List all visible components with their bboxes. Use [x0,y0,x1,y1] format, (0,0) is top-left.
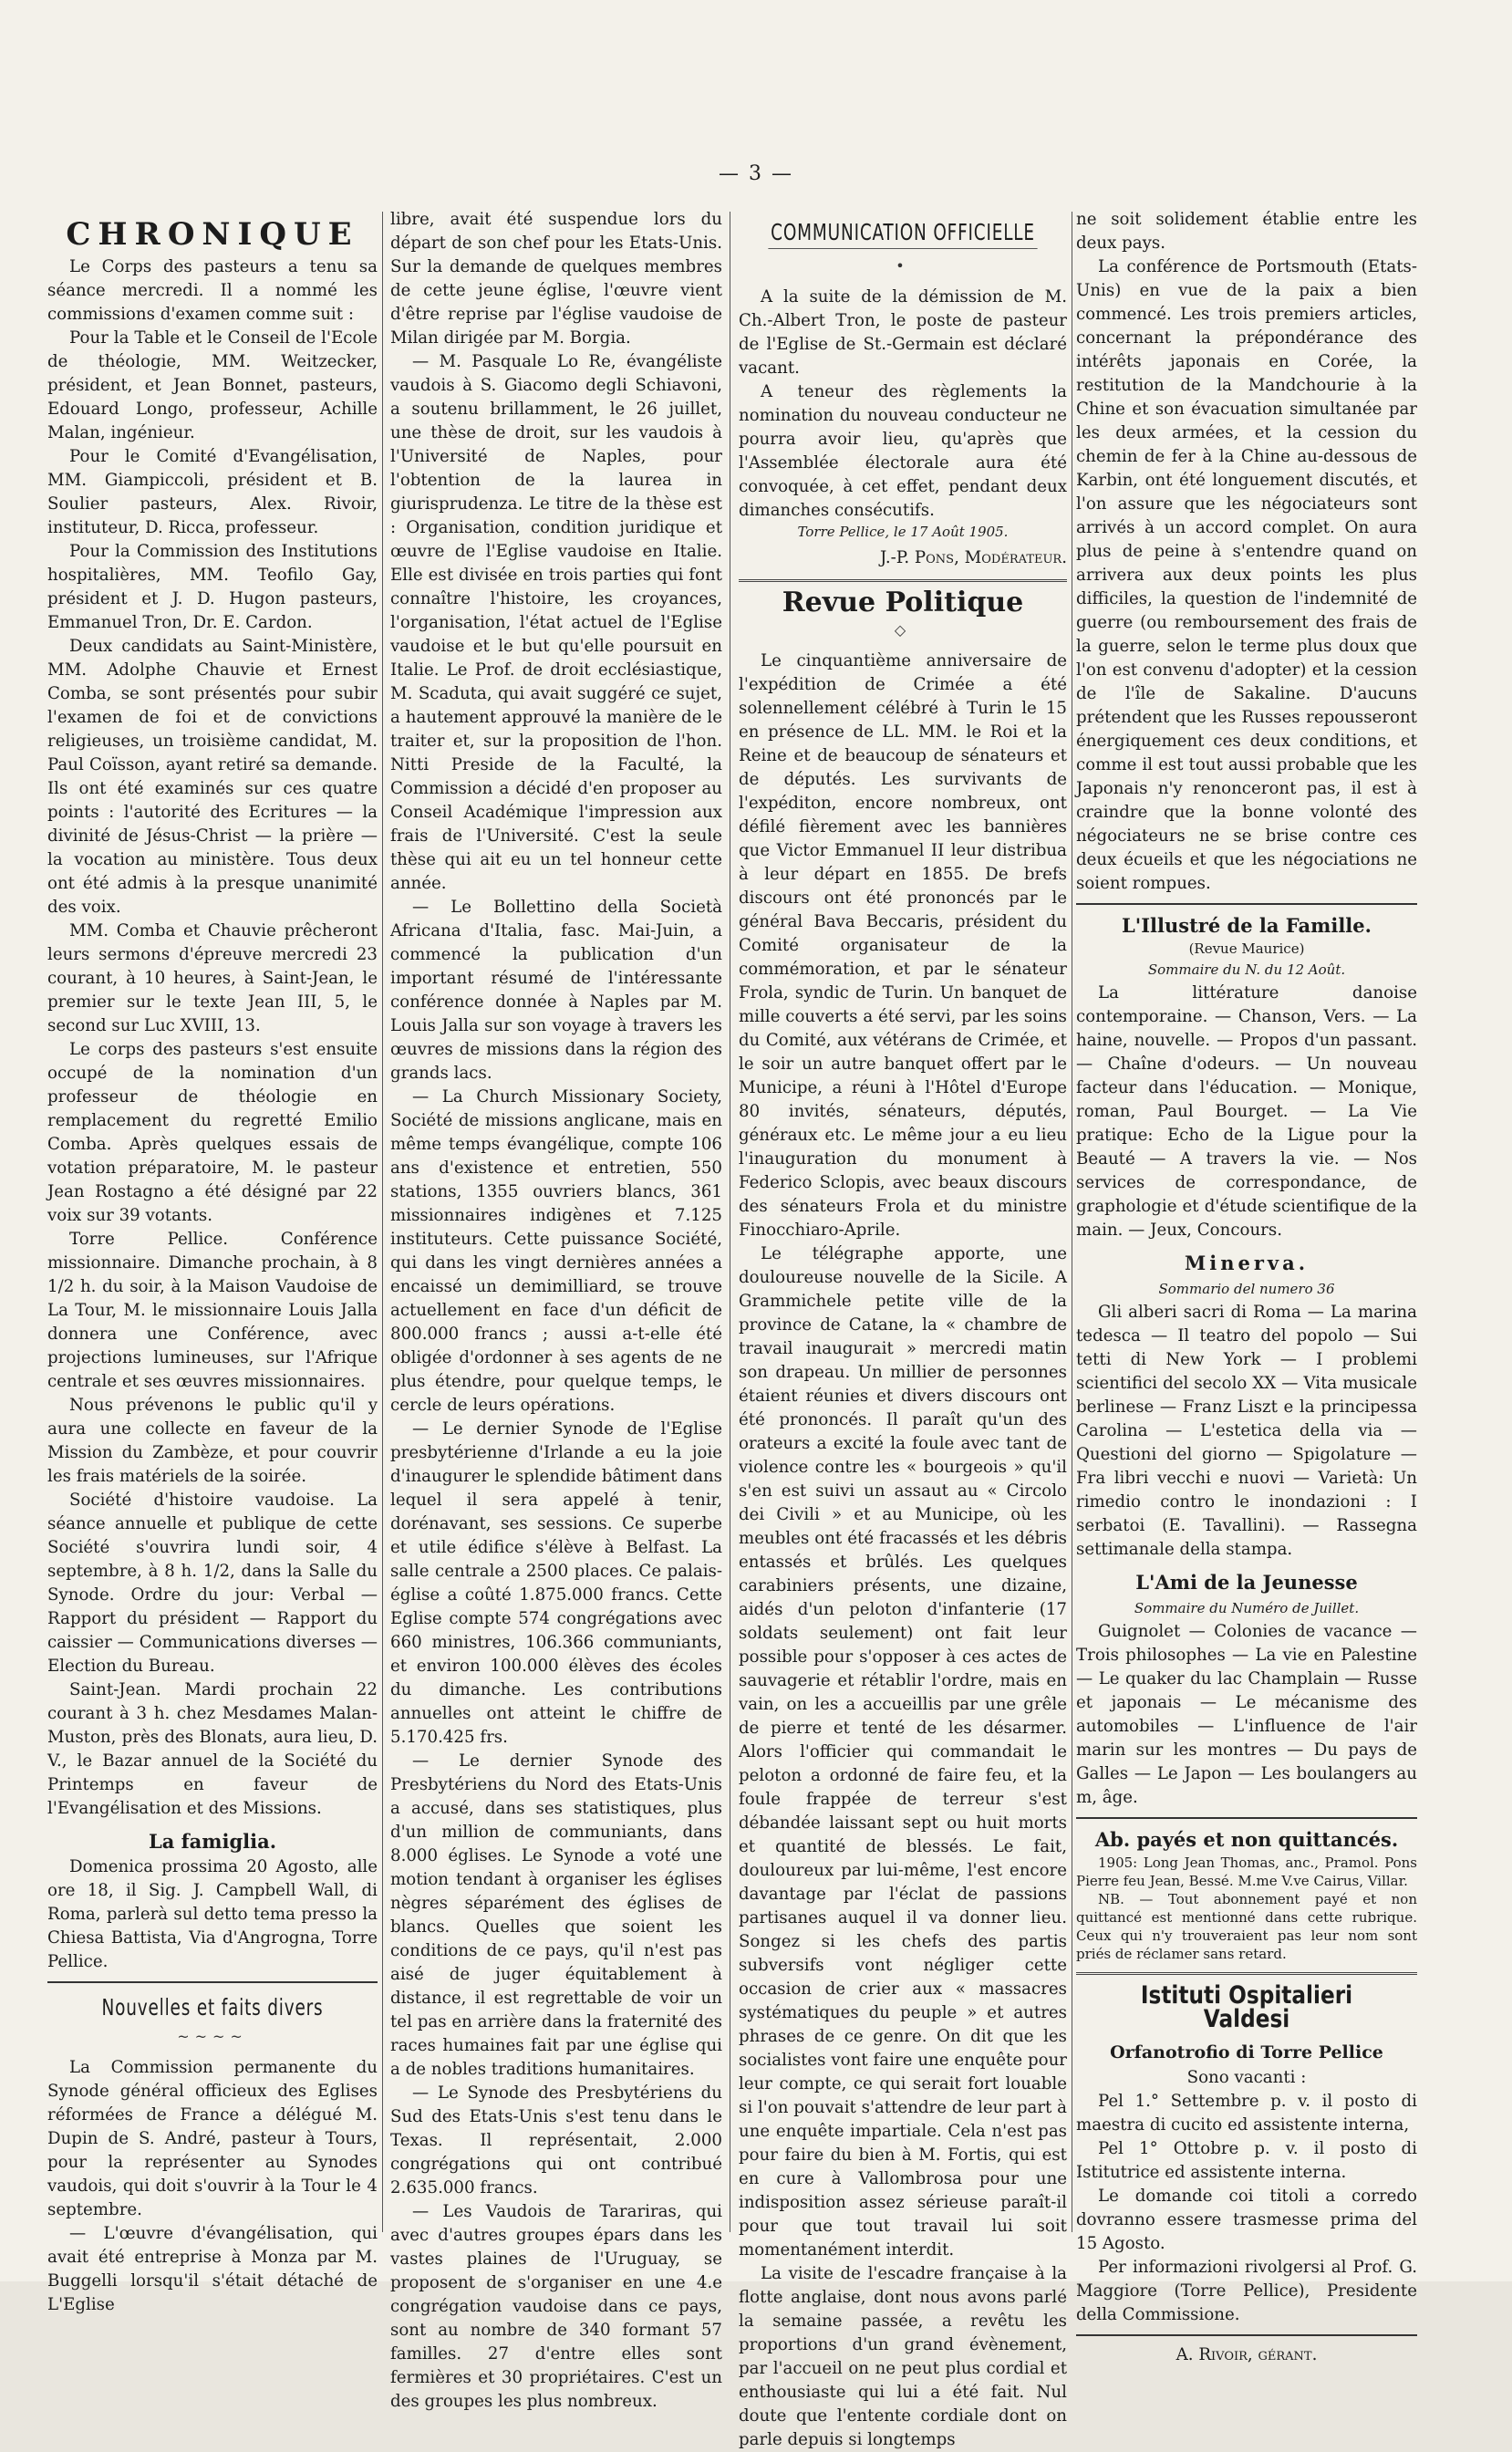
article-paragraph: — L'œuvre d'évangélisation, qui avait été entreprise à Monza par M. Buggelli lorsqu'il s'était détaché de L'Eglise [47,2224,378,2314]
section-divider [1076,1972,1417,1975]
section-divider [1076,2334,1417,2336]
article-paragraph: — Le Synode des Presbytériens du Sud des Etats-Unis s'est tenu dans le Texas. Il représentait, 2.000 congrégations qui ont contribué 2.635.000 francs. [390,2083,722,2197]
article-paragraph: Domenica prossima 20 Agosto, alle ore 18, il Sig. J. Campbell Wall, di Roma, parlerà sul detto tema presso la Chiesa Battista, Via d'Angrogna, Torre Pellice. [47,1857,378,1971]
orfanotrofio-heading: Orfanotrofio di Torre Pellice [1110,2042,1383,2062]
illustre-subtitle: (Revue Maurice) [1188,940,1305,957]
article-paragraph: — Les Vaudois de Tarariras, qui avec d'autres groupes épars dans les vastes plaines de l'Uruguay, se proposent de s'organiser en une 4.e congrégation vaudoise dans ce pays, sont au nombre de 340 formant 57 familles. 27 d'entre elles sont fermières et 30 propriétaires. C'est un des groupes les plus nombreux. [390,2202,722,2411]
page-number: — 3 — [719,162,793,185]
nouvelles-heading: Nouvelles et faits divers [101,1994,324,2021]
article-paragraph: — Le dernier Synode des Presbytériens du Nord des Etats-Unis a accusé, dans ses statistiques, plus d'un million de communiants, dans 8.000 églises. Le Synode a voté une motion tendant à organiser les églises nègres séparément des églises de blancs. Quelles que soient les conditions de ce pays, qu'il n'est pas aisé de juger équitablement à distance, il est regrettable de voir un tel pas en arrière dans la fraternité des races humaines fait par une église qui a de nobles traditions humanitaires. [390,1751,722,2079]
article-paragraph: A teneur des règlements la nomination du nouveau conducteur ne pourra avoir lieu, qu'après que l'Assemblée électorale aura été convoquée, à cet effet, pendant deux dimanches consécutifs. [739,382,1067,520]
gerant-signature: A. Rivoir, gérant. [1175,2345,1318,2364]
abonnements-heading: Ab. payés et non quittancés. [1094,1828,1399,1851]
article-paragraph: Pour la Commission des Institutions hospitalières, MM. Teofilo Gay, président et J. D. Hugon pasteurs, Emmanuel Tron, Dr. E. Cardon. [47,542,378,632]
article-paragraph: ne soit solidement établie entre les deux pays. [1076,210,1417,253]
article-paragraph: — Le dernier Synode de l'Eglise presbytérienne d'Irlande a eu la joie d'inaugurer le splendide bâtiment dans lequel il sera appelé à tenir, dorénavant, ses sessions. Ce superbe et utile édifice s'élève à Belfast. La salle centrale a 2500 places. Ce palais-église a coûté 1.875.000 francs. Cette Eglise compte 574 congrégations avec 660 ministres, 106.366 communiants, et environ 100.000 élèves des écoles du dimanche. Les contributions annuelles ont atteint le chiffre de 5.170.425 frs. [390,1419,722,1747]
communication-heading: COMMUNICATION OFFICIELLE [768,221,1037,249]
revue-heading: Revue Politique [782,587,1024,618]
article-paragraph: libre, avait été suspendue lors du départ de son chef pour les Etats-Unis. Sur la demande de quelques membres de cette jeune église, l'œuvre vient d'être reprise par l'église vaudoise de Milan dirigée par M. Borgia. [390,210,722,348]
ami-heading: L'Ami de la Jeunesse [1135,1571,1358,1594]
summary-text: Guignolet — Colonies de vacance — Trois philosophes — La vie en Palestine — Le quaker du lac Champlain — Russe et japonais — Le mécanisme des automobiles — L'influence de l'air marin sur les montres — Du pays de Galles — Le Japon — Les boulangers au m, âge. [1076,1622,1417,1807]
article-paragraph: — Le Bollettino della Società Africana d'Italia, fasc. Mai-Juin, a commencé la publication d'un important résumé de l'intéressante conférence donnée à Naples par M. Louis Jalla sur son voyage à travers les œuvres de missions dans la région des grands lacs. [390,898,722,1083]
article-paragraph: La Commission permanente du Synode général officieux des Eglises réformées de France a délégué M. Dupin de S. André, pasteur à Tours, pour la représenter au Synodes vaudois, qui doit s'ouvrir à la Tour le 4 septembre. [47,2058,378,2219]
article-paragraph: La conférence de Portsmouth (Etats-Unis) en vue de la paix a bien commencé. Les trois premiers articles, concernant la prépondérance des intérêts japonais en Corée, la restitution de la Mandchourie à la Chine et son évacuation simultanée par les deux armées, et la cession du chemin de fer à la Chine au-dessous de Karbin, ont été longuement discutés, et l'on assure que les négociateurs sont arrivés à un accord complet. On aura plus de peine à s'entendre quand on arrivera aux deux points les plus difficiles, la question de l'indemnité de guerre (ou remboursement des frais de la guerre, selon le terme plus doux que l'on est convenu d'adopter) et la cession de l'île de Sakaline. D'aucuns prétendent que les Russes repousseront énergiquement ces deux conditions, et comme il est tout aussi probable que les Japonais n'y renonceront pas, il est à craindre que la bonne volonté des négociateurs ne se brise contre ces deux écueils et que les négociations ne soient rompues. [1076,257,1417,893]
article-paragraph: A la suite de la démission de M. Ch.-Albert Tron, le poste de pasteur de l'Eglise de St.-Germain est déclaré vacant. [739,287,1067,378]
abonnements-list: 1905: Long Jean Thomas, anc., Pramol. Pons Pierre feu Jean, Bessé. M.me V.ve Cairus, Villar. [1076,1855,1417,1889]
article-paragraph: Le corps des pasteurs s'est ensuite occupé de la nomination d'un professeur de théologie en remplacement du regretté Emilio Comba. Après quelques essais de votation préparatoire, M. le pasteur Jean Rostagno a été désigné par 22 voix sur 39 votants. [47,1040,378,1225]
article-paragraph: Le télégraphe apporte, une douloureuse nouvelle de la Sicile. A Grammichele petite ville de la province de Catane, la « chambre de travail inaugurait » mercredi matin son drapeau. Un millier de personnes étaient réunies et divers discours ont été prononcés. Il paraît qu'un des orateurs a excité la foule avec tant de violence contre les « bourgeois » qu'il s'en est suivi un assaut au « Circolo dei Civili » et au Municipe, où les meubles ont été fracassés et les débris entassés et brûlés. Les quelques carabiniers présents, une dizaine, aidés d'un peloton d'infanterie (17 soldats seulement) ont fait leur possible pour s'opposer à ces actes de sauvagerie et rétablir l'ordre, mais en vain, on les a accueillis par une grêle de pierre et tenté de les désarmer. Alors l'officier qui commandait le peloton a ordonné de faire feu, et la foule frappée de terreur s'est débandée laissant sept ou huit morts et quantité de blessés. Le fait, douloureux par lui-même, l'est encore davantage par l'éclat de passions partisanes auquel il va donner lieu. Songez si les chefs des partis subversifs vont négliger cette occasion de crier aux « massacres systématiques du peuple » et autres phrases de ce genre. On dit que les socialistes vont faire une enquête pour leur compte, ce qui serait fort louable si l'on pouvait s'attendre de leur part à une enquête impartiale. Cela n'est pas pour faire du bien à M. Fortis, qui est en cure à Vallombrosa pour une indisposition assez sérieuse paraît-il pour que tout travail lui soit momentanément interdit. [739,1244,1067,2260]
illustre-summary-label: Sommaire du N. du 12 Août. [1147,961,1346,978]
article-paragraph: Deux candidats au Saint-Ministère, MM. Adolphe Chauvie et Ernest Comba, se sont présentés pour subir l'examen de foi et de convictions religieuses, un troisième candidat, M. Paul Coïsson, ayant retiré sa demande. Ils ont été examinés sur ces quatre points : l'autorité des Ecritures — la divinité de Jésus-Christ — la prière — la vocation au ministère. Tous deux ont été admis à la presque unanimité des voix. [47,637,378,917]
column-1 [47,208,378,2314]
chronique-heading: CHRONIQUE [66,216,359,253]
ami-summary-label: Sommaire du Numéro de Juillet. [1134,1600,1360,1616]
article-paragraph: La visite de l'escadre française à la flotte anglaise, dont nous avons parlé la semaine passée, a revêtu les proportions d'un grand évènement, par l'accueil on ne peut plus cordial et enthousiaste qui lui a été fait. Nul doute que l'entente cordiale dont on parle depuis si longtemps [739,2264,1067,2449]
article-paragraph: Le cinquantième anniversaire de l'expédition de Crimée a été solennellement célébré à Turin le 15 en présence de LL. MM. le Roi et la Reine et de beaucoup de sénateurs et de députés. Les survivants de l'expéditon, encore nombreux, ont défilé fièrement avec les bannières que Victor Emmanuel II leur distribua à leur départ en 1855. De brefs discours ont été prononcés par le général Bava Beccaris, président du Comité organisateur de la commémoration, et par le sénateur Frola, syndic de Turin. Un banquet de mille couverts a été servi, par les soins du Comité, aux vétérans de Crimée, et le soir un autre banquet offert par le Municipe, a réuni à l'Hôtel d'Europe 80 invités, sénateurs, députés, généraux etc. Le même jour a eu lieu l'inauguration du monument à Federico Sclopis, avec beaux discours des sénateurs Frola et du ministre Finocchiaro-Aprile. [739,651,1067,1240]
section-divider [739,579,1067,582]
section-divider [1076,903,1417,905]
section-divider [47,1981,378,1983]
dateline: Torre Pellice, le 17 Août 1905. [797,524,1009,540]
column-2 [390,208,722,2411]
abonnements-note: NB. — Tout abonnement payé et non quittancé est mentionné dans cette rubrique. Ceux qui n'y trouveraient pas leur nom sont priés de réclamer sans retard. [1076,1891,1417,1962]
article-paragraph: Torre Pellice. Conférence missionnaire. Dimanche prochain, à 8 1/2 h. du soir, à la Maison Vaudoise de La Tour, M. le missionnaire Louis Jalla donnera une Conférence, avec projections lumineuses, sur l'Afrique centrale et ses œuvres missionnaires. [47,1230,378,1391]
istituti-heading: Istituti Ospitalieri Valdesi [1140,1981,1353,2033]
article-paragraph: Per informazioni rivolgersi al Prof. G. Maggiore (Torre Pellice), Presidente della Commissione. [1076,2258,1417,2324]
minerva-heading: Minerva. [1184,1252,1310,1274]
vacanti-label: Sono vacanti : [1186,2068,1307,2087]
article-paragraph: Le domande coi titoli a corredo dovranno essere trasmesse prima del 15 Agosto. [1076,2187,1417,2253]
famiglia-heading: La famiglia. [148,1830,277,1853]
article-paragraph: Société d'histoire vaudoise. La séance annuelle et publique de cette Société s'ouvrira lundi soir, 4 septembre, à 8 h. 1/2, dans la Salle du Synode. Ordre du jour: Verbal — Rapport du président — Rapport du caissier — Communications diverses — Election du Bureau. [47,1491,378,1676]
ornament: • [896,257,910,275]
column-4 [1076,208,1417,2364]
section-divider [1076,1817,1417,1819]
article-paragraph: Pour le Comité d'Evangélisation, MM. Giampiccoli, président et B. Soulier pasteurs, Alex. Rivoir, instituteur, D. Ricca, professeur. [47,447,378,537]
ornament: ~~~~ [177,2028,248,2045]
article-paragraph: Pour la Table et le Conseil de l'Ecole de théologie, MM. Weitzecker, président, et Jean Bonnet, pasteurs, Edouard Longo, professeur, Achille Malan, ingénieur. [47,328,378,442]
illustre-heading: L'Illustré de la Famille. [1122,914,1372,937]
article-paragraph: — M. Pasquale Lo Re, évangéliste vaudois à S. Giacomo degli Schiavoni, a soutenu brillamment, le 26 juillet, une thèse de droit, sur les vaudois à l'Université de Naples, pour l'obtention de la laurea in giurisprudenza. Le titre de la thèse est : Organisation, condition juridique et œuvre de l'Eglise vaudoise en Italie. Elle est divisée en trois parties qui font connaître l'histoire, les croyances, l'organisation, l'état actuel de l'Eglise vaudoise et le but qu'elle poursuit en Italie. Le Prof. de droit ecclésiastique, M. Scaduta, qui avait suggéré ce sujet, a hautement approuvé la manière de le traiter et, sur la proposition de l'hon. Nitti Preside de la Faculté, la Commission a décidé d'en proposer au Conseil Académique l'impression aux frais de l'Université. C'est la seule thèse qui ait eu un tel honneur cette année. [390,352,722,893]
article-paragraph: Pel 1° Ottobre p. v. il posto di Istitutrice ed assistente interna. [1076,2139,1417,2182]
article-paragraph: — La Church Missionary Society, Société de missions anglicane, mais en même temps évangélique, compte 106 ans d'existence et entretien, 550 stations, 1355 ouvriers blancs, 361 missionnaires indigènes et 7.125 instituteurs. Cette puissance Société, qui dans les vingt dernières années a encaissé un demimilliard, se trouve actuellement en face d'un déficit de 800.000 francs ; aussi a-t-elle été obligée d'ordonner à ses agents de ne plus étendre, pour quelque temps, le cercle de leurs opérations. [390,1087,722,1415]
article-paragraph: Nous prévenons le public qu'il y aura une collecte en faveur de la Mission du Zambèze, et pour couvrir les frais matériels de la soirée. [47,1396,378,1486]
minerva-summary-label: Sommario del numero 36 [1158,1281,1335,1297]
column-3 [739,208,1067,2449]
summary-text: La littérature danoise contemporaine. — Chanson, Vers. — La haine, nouvelle. — Propos d'un passant. — Chaîne d'odeurs. — Un nouveau facteur dans l'éducation. — Monique, roman, Paul Bourget. — La Vie pratique: Echo de la Ligue pour la Beauté — A travers la vie. — Nos services de correspondance, de graphologie et d'étude scientifique de la main. — Jeux, Concours. [1076,983,1417,1240]
column-rule [382,212,383,2232]
ornament: ◇ [894,621,912,639]
article-paragraph: Saint-Jean. Mardi prochain 22 courant à 3 h. chez Mesdames Malan-Muston, près des Blonats, aura lieu, D. V., le Bazar annuel de la Société du Printemps en faveur de l'Evangélisation et des Missions. [47,1680,378,1818]
signature: J.-P. Pons, Modérateur. [880,548,1067,567]
article-paragraph: Le Corps des pasteurs a tenu sa séance mercredi. Il a nommé les commissions d'examen comme suit : [47,257,378,324]
article-paragraph: Pel 1.° Settembre p. v. il posto di maestra di cucito ed assistente interna, [1076,2092,1417,2135]
summary-text: Gli alberi sacri di Roma — La marina tedesca — Il teatro del popolo — Sui tetti di New York — I problemi scientifici del secolo XX — Vita musicale berlinese — Franz Liszt e la principessa Carolina — L'estetica della via — Questioni del giorno — Spigolature — Fra libri vecchi e nuovi — Varietà: Un rimedio contro le inondazioni : I serbatoi (E. Tavallini). — Rassegna settimanale della stampa. [1076,1303,1417,1559]
article-paragraph: MM. Comba et Chauvie prêcheront leurs sermons d'épreuve mercredi 23 courant, à 10 heures, à Saint-Jean, le premier sur le texte Jean III, 5, le second sur Luc XVIII, 13. [47,921,378,1035]
